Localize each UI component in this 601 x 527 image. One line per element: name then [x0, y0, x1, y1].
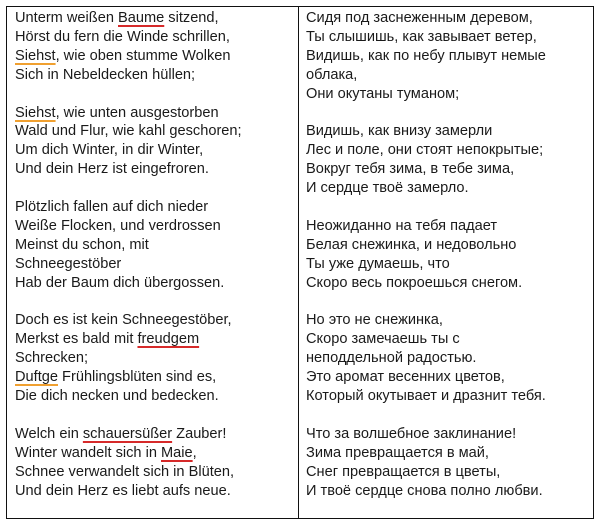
- russian-translation-column: [306, 9, 588, 501]
- line-text: Zauber!: [172, 425, 227, 442]
- line-text: ,: [192, 444, 197, 461]
- line-text: Schneegestöber: [15, 255, 122, 272]
- stanza: [15, 9, 295, 85]
- poem-line: [15, 255, 295, 274]
- line-text: Plötzlich fallen auf dich nieder: [15, 199, 209, 216]
- line-text: Ты уже думаешь, что: [306, 255, 450, 272]
- line-text: Die dich necken und bedecken.: [15, 388, 219, 405]
- poem-line: [306, 349, 588, 368]
- line-text: Неожиданно на тебя падает: [306, 217, 498, 234]
- poem-line: [306, 387, 588, 406]
- poem-line: [306, 160, 588, 179]
- german-original-column: [15, 9, 295, 501]
- stanza: [15, 425, 295, 501]
- line-text: Сидя под заснеженным деревом,: [306, 10, 533, 26]
- poem-line: [15, 104, 295, 123]
- underlined-word-red: schauersüßer: [82, 425, 173, 442]
- line-text: Что за волшебное заклинание!: [306, 425, 517, 442]
- line-text: Но это не снежинка,: [306, 312, 443, 329]
- line-text: облака,: [306, 66, 358, 83]
- poem-line: [15, 47, 295, 66]
- line-text: Ты слышишь, как завывает ветер,: [306, 28, 537, 45]
- line-text: Скоро замечаешь ты с: [306, 331, 460, 348]
- line-text: Wald und Flur, wie kahl geschoren;: [15, 123, 242, 140]
- poem-line: [306, 141, 588, 160]
- poem-line: [15, 122, 295, 141]
- line-text: И твоё сердце снова полно любви.: [306, 482, 543, 499]
- line-text: Hab der Baum dich übergossen.: [15, 274, 225, 291]
- poem-line: [306, 85, 588, 104]
- poem-line: [15, 66, 295, 85]
- line-text: Um dich Winter, in dir Winter,: [15, 142, 204, 159]
- stanza: [306, 425, 588, 501]
- poem-line: [306, 179, 588, 198]
- line-text: Вокруг тебя зима, в тебе зима,: [306, 161, 515, 178]
- poem-line: [15, 141, 295, 160]
- poem-line: [15, 387, 295, 406]
- poem-line: [15, 28, 295, 47]
- line-text: Видишь, как внизу замерли: [306, 123, 493, 140]
- line-text: Merkst es bald mit: [15, 331, 138, 348]
- stanza: [306, 122, 588, 198]
- line-text: Und dein Herz ist eingefroren.: [15, 161, 209, 178]
- poem-line: [306, 463, 588, 482]
- poem-line: [306, 47, 588, 66]
- poem-line: [15, 463, 295, 482]
- underlined-word-red: freudgem: [137, 331, 200, 348]
- line-text: И сердце твоё замерло.: [306, 180, 469, 197]
- poem-line: [15, 425, 295, 444]
- poem-line: [306, 217, 588, 236]
- poem-line: [15, 482, 295, 501]
- line-text: Meinst du schon, mit: [15, 236, 149, 253]
- poem-line: [15, 9, 295, 28]
- line-text: неподдельной радостью.: [306, 350, 477, 367]
- poem-line: [306, 425, 588, 444]
- poem-line: [15, 274, 295, 293]
- underlined-word-orange: Siehst: [15, 104, 56, 121]
- poem-line: [306, 255, 588, 274]
- line-text: sitzend,: [164, 10, 219, 26]
- poem-line: [15, 160, 295, 179]
- stanza: [306, 217, 588, 293]
- poem-line: [15, 330, 295, 349]
- underlined-word-orange: Duftge: [15, 369, 58, 386]
- poem-line: [15, 217, 295, 236]
- line-text: Белая снежинка, и недовольно: [306, 236, 517, 253]
- stanza: [306, 9, 588, 104]
- poem-line: [15, 311, 295, 330]
- poem-line: [306, 66, 588, 85]
- line-text: Sich in Nebeldecken hüllen;: [15, 66, 196, 83]
- poem-line: [306, 444, 588, 463]
- line-text: Schrecken;: [15, 350, 89, 367]
- line-text: Который окутывает и дразнит тебя.: [306, 388, 546, 405]
- line-text: Скоро весь покроешься снегом.: [306, 274, 523, 291]
- poem-line: [306, 274, 588, 293]
- line-text: , wie unten ausgestorben: [55, 104, 219, 121]
- line-text: Это аромат весенних цветов,: [306, 369, 505, 386]
- line-text: Winter wandelt sich in: [15, 444, 161, 461]
- poem-line: [306, 9, 588, 28]
- line-text: Unterm weißen: [15, 10, 118, 26]
- poem-line: [306, 28, 588, 47]
- line-text: Welch ein: [15, 425, 83, 442]
- line-text: Weiße Flocken, und verdrossen: [15, 217, 221, 234]
- poem-line: [15, 444, 295, 463]
- line-text: Hörst du fern die Winde schrillen,: [15, 28, 230, 45]
- stanza: [15, 198, 295, 293]
- underlined-word-orange: Siehst: [15, 47, 56, 64]
- line-text: Зима превращается в май,: [306, 444, 489, 461]
- stanza: [15, 311, 295, 406]
- column-divider: [298, 7, 299, 518]
- poem-line: [306, 236, 588, 255]
- line-text: Снег превращается в цветы,: [306, 463, 501, 480]
- poem-line: [306, 482, 588, 501]
- poem-line: [306, 368, 588, 387]
- line-text: Они окутаны туманом;: [306, 85, 460, 102]
- poem-line: [306, 311, 588, 330]
- poem-line: [15, 368, 295, 387]
- underlined-word-red: Maie: [161, 444, 193, 461]
- poem-line: [15, 349, 295, 368]
- stanza: [306, 311, 588, 406]
- underlined-word-red: Baume: [118, 10, 165, 26]
- stanza: [15, 104, 295, 180]
- poem-line: [306, 122, 588, 141]
- line-text: , wie oben stumme Wolken: [55, 47, 231, 64]
- poem-line: [15, 236, 295, 255]
- line-text: Doch es ist kein Schneegestöber,: [15, 312, 232, 329]
- line-text: Лес и поле, они стоят непокрытые;: [306, 142, 544, 159]
- poem-line: [15, 198, 295, 217]
- line-text: Видишь, как по небу плывут немые: [306, 47, 546, 64]
- poem-table: [6, 6, 594, 519]
- line-text: Schnee verwandelt sich in Blüten,: [15, 463, 235, 480]
- poem-line: [306, 330, 588, 349]
- line-text: Frühlingsblüten sind es,: [58, 369, 217, 386]
- line-text: Und dein Herz es liebt aufs neue.: [15, 482, 231, 499]
